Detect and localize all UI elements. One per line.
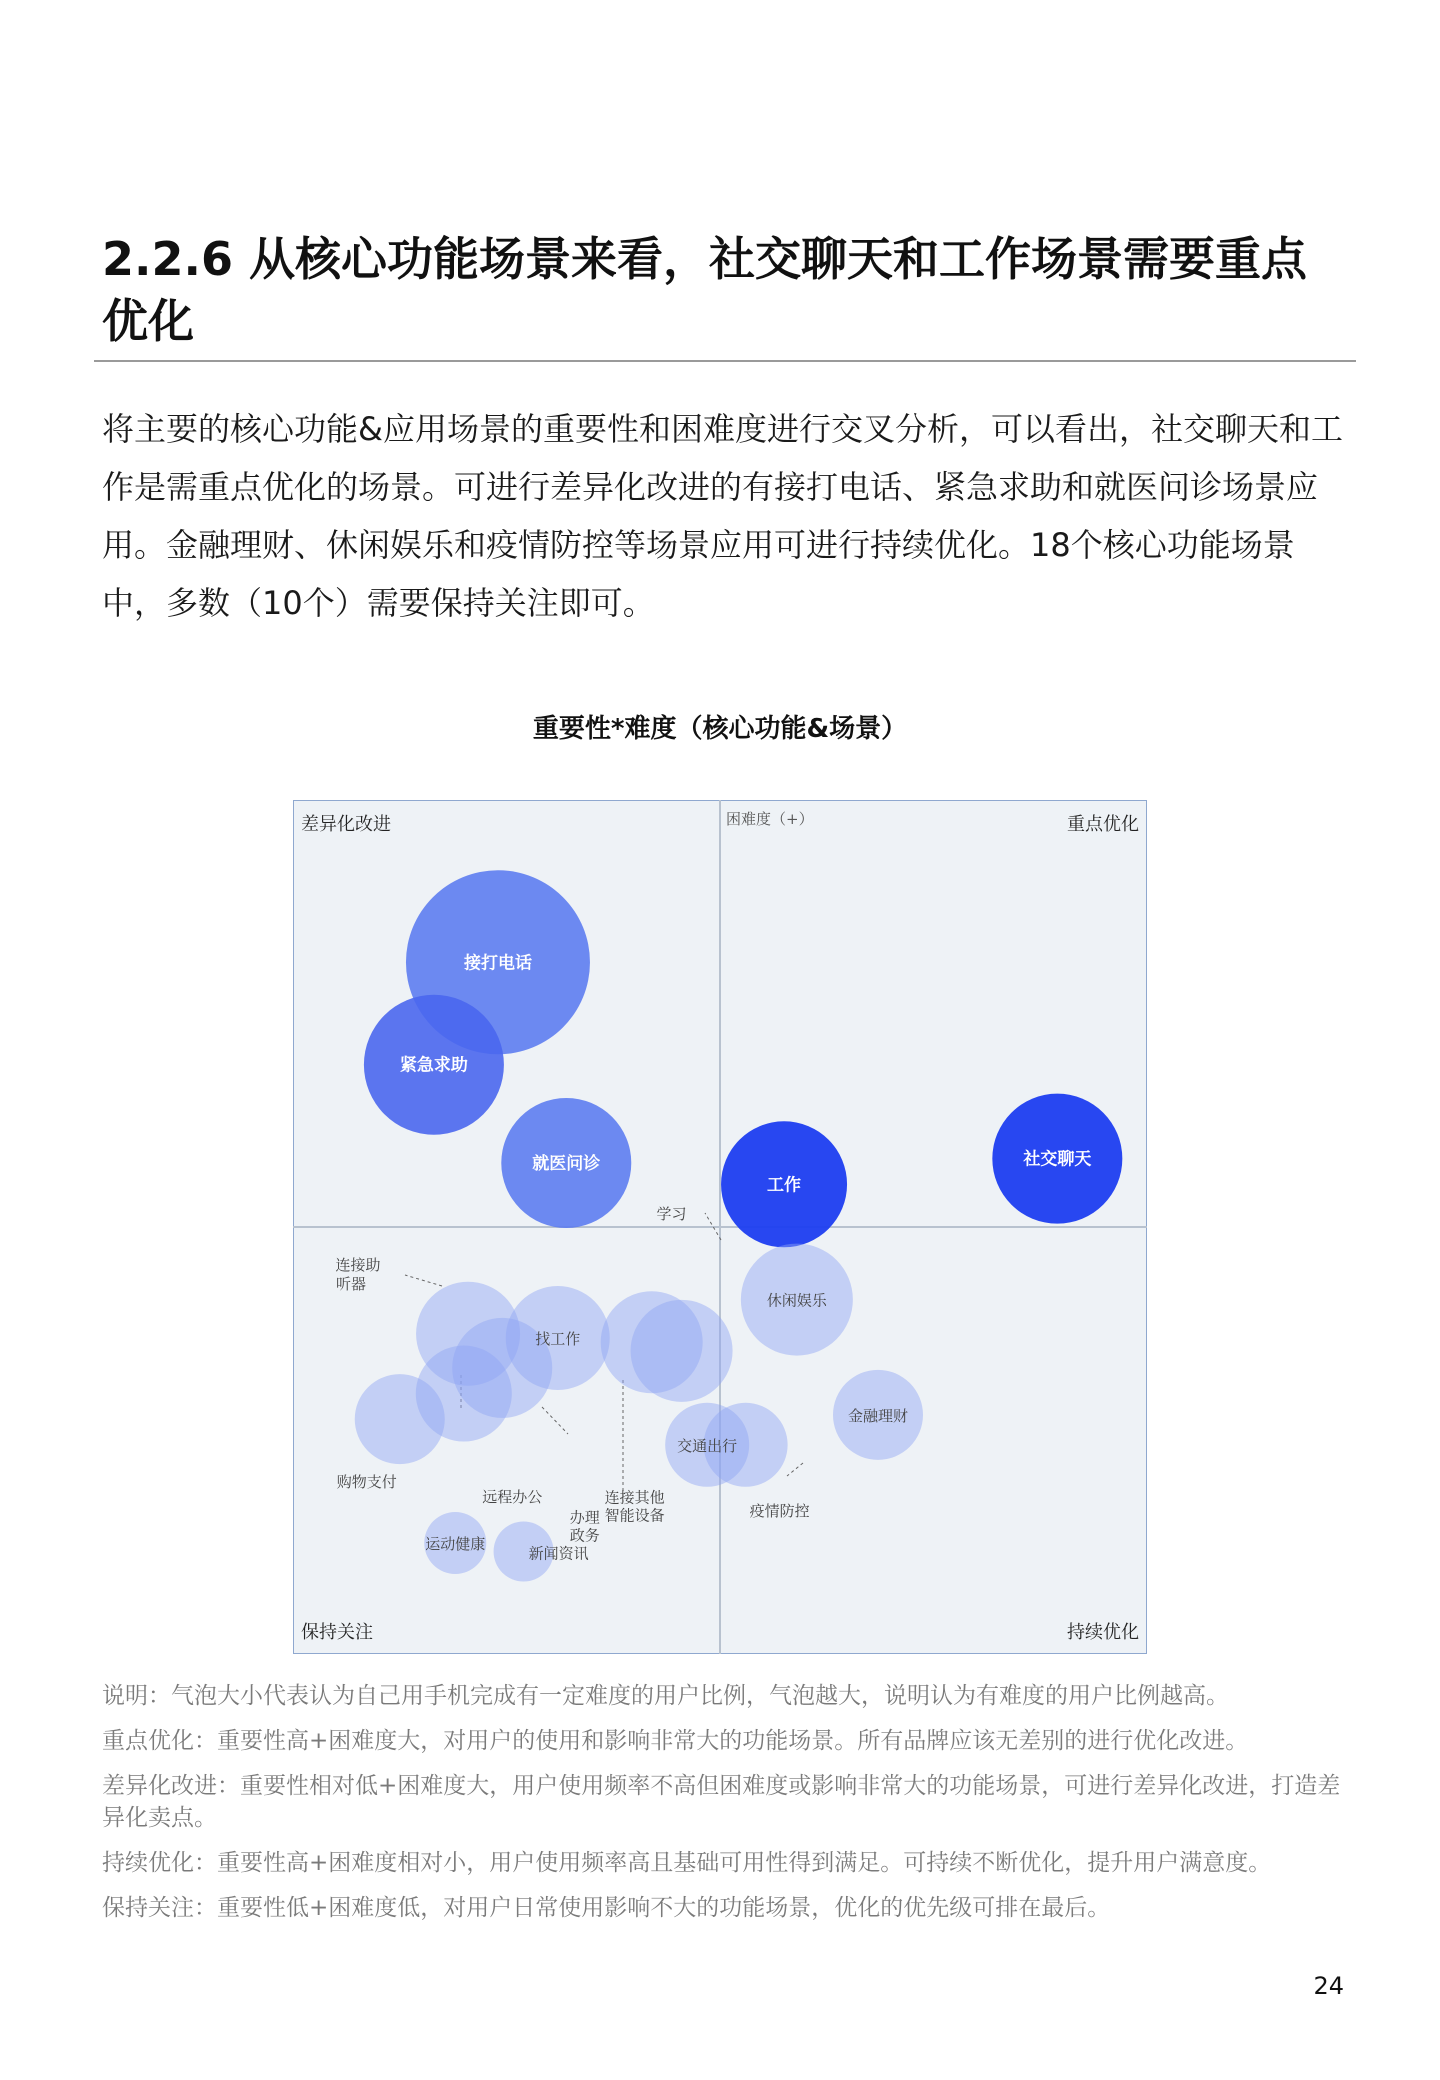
chart-notes: [102, 1680, 1352, 1937]
heading-divider: [94, 360, 1356, 362]
bubble-label: 智能设备: [604, 1506, 665, 1525]
quadrant-label-top-right: 重点优化: [1067, 814, 1139, 835]
note-differentiated-improvement: 差异化改进：重要性相对低+困难度大，用户使用频率不高但困难度或影响非常大的功能场景，可进行差异化改进，打造差异化卖点。: [102, 1773, 1341, 1831]
note-continuous-optimization: 持续优化：重要性高+困难度相对小，用户使用频率高且基础可用性得到满足。可持续不断优化，提升用户满意度。: [102, 1850, 1272, 1876]
bubble-label: 疫情防控: [749, 1501, 810, 1520]
bubble-label: 办理: [569, 1508, 600, 1527]
bubble-label: 远程办公: [482, 1487, 543, 1506]
bubble-label: 政务: [569, 1526, 600, 1545]
bubble-label: 社交聊天: [1023, 1149, 1092, 1170]
bubble-label: 连接其他: [604, 1488, 665, 1507]
bubble-label: 紧急求助: [399, 1055, 468, 1076]
chart-title: 重要性*难度（核心功能&场景）: [532, 714, 908, 744]
section-heading: 2.2.6 从核心功能场景来看，社交聊天和工作场景需要重点优化: [102, 232, 1307, 348]
note-key-optimization: 重点优化：重要性高+困难度大，对用户的使用和影响非常大的功能场景。所有品牌应该无差别的进行优化改进。: [102, 1728, 1249, 1754]
page-number: 24: [1313, 1972, 1344, 2000]
bubble-chart: [293, 800, 1147, 1654]
bubble-label: 金融理财: [847, 1406, 908, 1425]
bubble-label: 听器: [336, 1274, 367, 1293]
note-keep-watching: 保持关注：重要性低+困难度低，对用户日常使用影响不大的功能场景，优化的优先级可排在最后。: [102, 1895, 1111, 1921]
bubble-label: 工作: [767, 1175, 802, 1196]
quadrant-label-bottom-right: 持续优化: [1067, 1622, 1139, 1643]
bubble-13: [355, 1374, 445, 1464]
bubble-label: 学习: [656, 1204, 687, 1223]
bubble-label: 找工作: [535, 1330, 581, 1349]
bubble-label: 新闻资讯: [528, 1544, 589, 1563]
quadrant-label-bottom-left: 保持关注: [301, 1622, 373, 1643]
bubble-label: 运动健康: [425, 1534, 486, 1553]
bubble-label: 交通出行: [677, 1436, 738, 1455]
bubble-label: 休闲娱乐: [766, 1291, 827, 1310]
bubble-12: [601, 1291, 703, 1393]
quadrant-label-top-left: 差异化改进: [301, 814, 391, 835]
intro-paragraph: 将主要的核心功能&应用场景的重要性和困难度进行交叉分析，可以看出，社交聊天和工作是需重点优化的场景。可进行差异化改进的有接打电话、紧急求助和就医问诊场景应用。金融理财、休闲娱乐和疫情防控等场景应用可进行持续优化。18个核心功能场景中，多数（10个）需要保持关注即可。: [102, 410, 1343, 622]
bubble-label: 就医问诊: [532, 1153, 601, 1174]
bubble-label: 接打电话: [463, 953, 532, 974]
y-axis-label: 困难度（+）: [726, 810, 814, 828]
bubble-label: 连接助: [335, 1255, 381, 1274]
bubble-label: 购物支付: [336, 1473, 397, 1492]
note-explanation: 说明：气泡大小代表认为自己用手机完成有一定难度的用户比例，气泡越大，说明认为有难度的用户比例越高。: [102, 1683, 1229, 1709]
